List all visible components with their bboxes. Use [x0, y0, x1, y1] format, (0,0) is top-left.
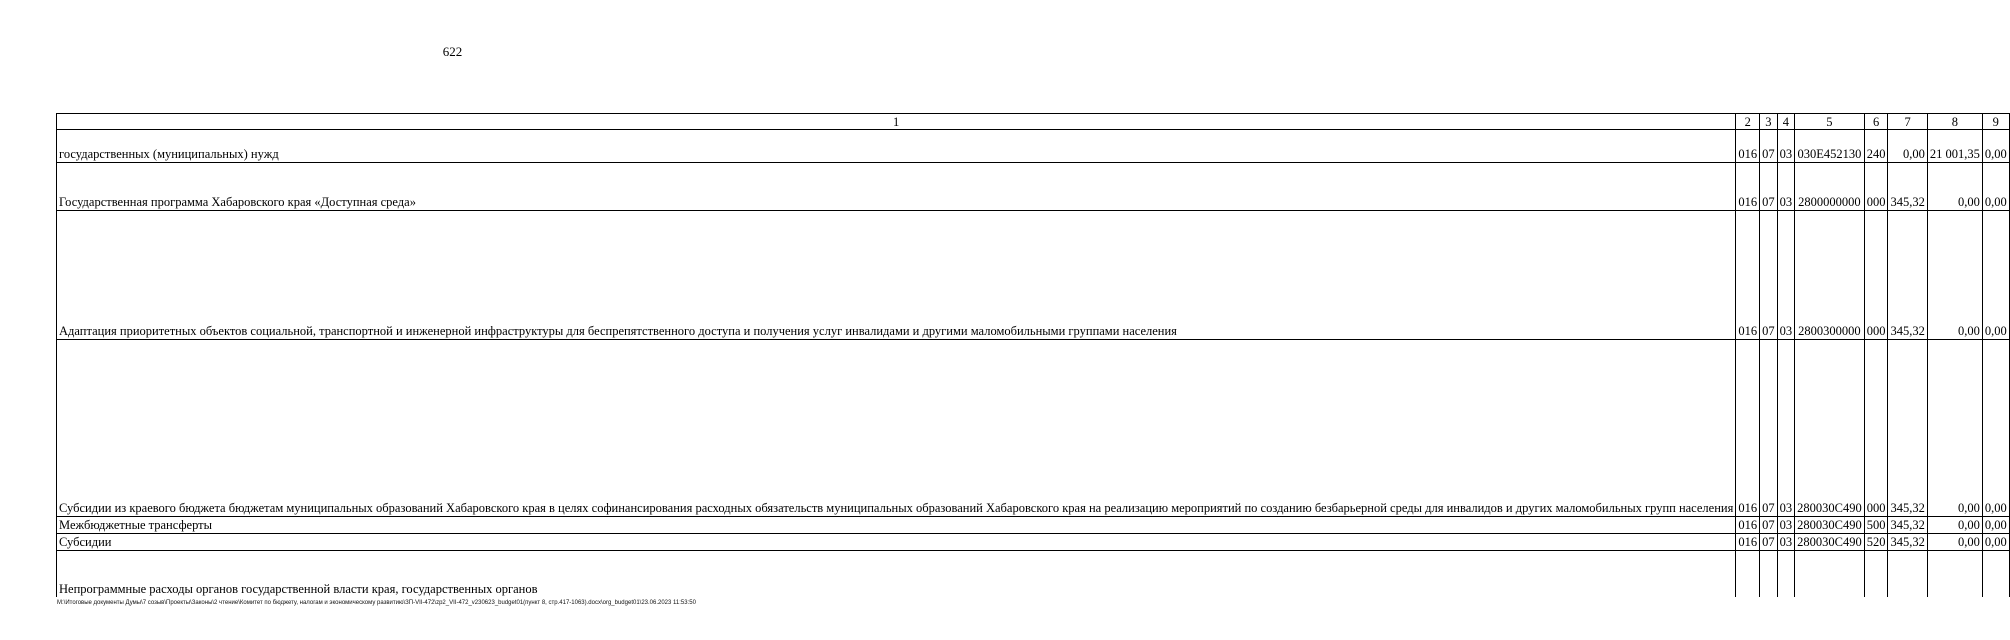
row-name: Адаптация приоритетных объектов социальной, транспортной и инженерной инфраструктуры для беспрепятственного доступа и получения услуг инвалидами и другими маломобильными группами населения: [57, 211, 1736, 340]
cell-target-article: 030E452130: [1795, 130, 1865, 163]
cell-target-article: 280030С490: [1795, 534, 1865, 551]
cell-section: 07: [1760, 130, 1778, 163]
row-name: Межбюджетные трансферты: [57, 517, 1736, 534]
table-row: [57, 534, 2010, 551]
header-col-8: 8: [1927, 114, 1982, 130]
row-name: государственных (муниципальных) нужд: [57, 130, 1736, 163]
cell-ministry: 016: [1736, 534, 1760, 551]
cell-amount-8: 0,00: [1927, 534, 1982, 551]
row-name: Непрограммные расходы органов государственной власти края, государственных органов: [57, 551, 1736, 597]
row-name: Государственная программа Хабаровского края «Доступная среда»: [57, 163, 1736, 211]
table-row: [57, 130, 2010, 163]
cell-amount-9: 0,00: [1982, 163, 2009, 211]
header-col-2: 2: [1736, 114, 1760, 130]
table-row: [57, 340, 2010, 517]
cell-subsection: 03: [1777, 517, 1795, 534]
cell-amount-7: [1888, 551, 1927, 597]
cell-target-article: 280030С490: [1795, 517, 1865, 534]
cell-target-article: 2800000000: [1795, 163, 1865, 211]
cell-ministry: [1736, 551, 1760, 597]
cell-expense-type: 520: [1864, 534, 1888, 551]
cell-expense-type: [1864, 551, 1888, 597]
cell-amount-8: [1927, 551, 1982, 597]
cell-amount-9: 0,00: [1982, 340, 2009, 517]
row-name: Субсидии: [57, 534, 1736, 551]
cell-ministry: 016: [1736, 163, 1760, 211]
header-col-6: 6: [1864, 114, 1888, 130]
cell-amount-9: 0,00: [1982, 211, 2009, 340]
cell-amount-9: 0,00: [1982, 130, 2009, 163]
cell-ministry: 016: [1736, 517, 1760, 534]
header-col-1: 1: [57, 114, 1736, 130]
table-row: [57, 517, 2010, 534]
cell-subsection: 03: [1777, 163, 1795, 211]
row-name: Субсидии из краевого бюджета бюджетам муниципальных образований Хабаровского края в целях софинансирования расходных обязательств муниципальных образований Хабаровского края на реализацию мероприятий по созданию безбарьерной среды для инвалидов и других маломобильных групп населения: [57, 340, 1736, 517]
cell-section: 07: [1760, 517, 1778, 534]
cell-amount-7: 345,32: [1888, 517, 1927, 534]
cell-amount-8: 0,00: [1927, 163, 1982, 211]
cell-amount-8: 21 001,35: [1927, 130, 1982, 163]
cell-subsection: 03: [1777, 130, 1795, 163]
cell-amount-7: 0,00: [1888, 130, 1927, 163]
cell-section: [1760, 551, 1778, 597]
cell-expense-type: 000: [1864, 340, 1888, 517]
cell-amount-8: 0,00: [1927, 340, 1982, 517]
page-number: 622: [442, 44, 463, 59]
cell-amount-9: [1982, 551, 2009, 597]
cell-target-article: 280030С490: [1795, 340, 1865, 517]
cell-expense-type: 500: [1864, 517, 1888, 534]
cell-subsection: 03: [1777, 340, 1795, 517]
cell-amount-7: 345,32: [1888, 340, 1927, 517]
table-row: [57, 163, 2010, 211]
table-row: [57, 551, 2010, 597]
header-col-7: 7: [1888, 114, 1927, 130]
cell-amount-7: 345,32: [1888, 163, 1927, 211]
cell-expense-type: 240: [1864, 130, 1888, 163]
budget-table: [56, 113, 2010, 597]
cell-target-article: 2800300000: [1795, 211, 1865, 340]
cell-ministry: 016: [1736, 130, 1760, 163]
header-col-9: 9: [1982, 114, 2009, 130]
cell-amount-7: 345,32: [1888, 534, 1927, 551]
cell-subsection: 03: [1777, 211, 1795, 340]
cell-amount-7: 345,32: [1888, 211, 1927, 340]
cell-ministry: 016: [1736, 340, 1760, 517]
table-row: [57, 211, 2010, 340]
cell-section: 07: [1760, 163, 1778, 211]
cell-section: 07: [1760, 534, 1778, 551]
cell-section: 07: [1760, 340, 1778, 517]
cell-target-article: [1795, 551, 1865, 597]
cell-amount-9: 0,00: [1982, 517, 2009, 534]
cell-ministry: 016: [1736, 211, 1760, 340]
cell-expense-type: 000: [1864, 163, 1888, 211]
cell-section: 07: [1760, 211, 1778, 340]
cell-subsection: 03: [1777, 534, 1795, 551]
cell-expense-type: 000: [1864, 211, 1888, 340]
header-col-4: 4: [1777, 114, 1795, 130]
header-col-3: 3: [1760, 114, 1778, 130]
cell-amount-8: 0,00: [1927, 211, 1982, 340]
header-row: [57, 114, 2010, 130]
header-col-5: 5: [1795, 114, 1865, 130]
cell-amount-9: 0,00: [1982, 534, 2009, 551]
cell-subsection: [1777, 551, 1795, 597]
cell-amount-8: 0,00: [1927, 517, 1982, 534]
file-path-footer: M:\Итоговые документы Думы\7 созыв\Проекты\Законы\2 чтение\Комитет по бюджету, налогам и экономическому развитию\ЗП-VII-472\zp2_VII-472_v230623_budget01(пункт 8, стр.417-1063).docx\org_budget01\23.06.2023 11:53:50: [57, 600, 696, 606]
